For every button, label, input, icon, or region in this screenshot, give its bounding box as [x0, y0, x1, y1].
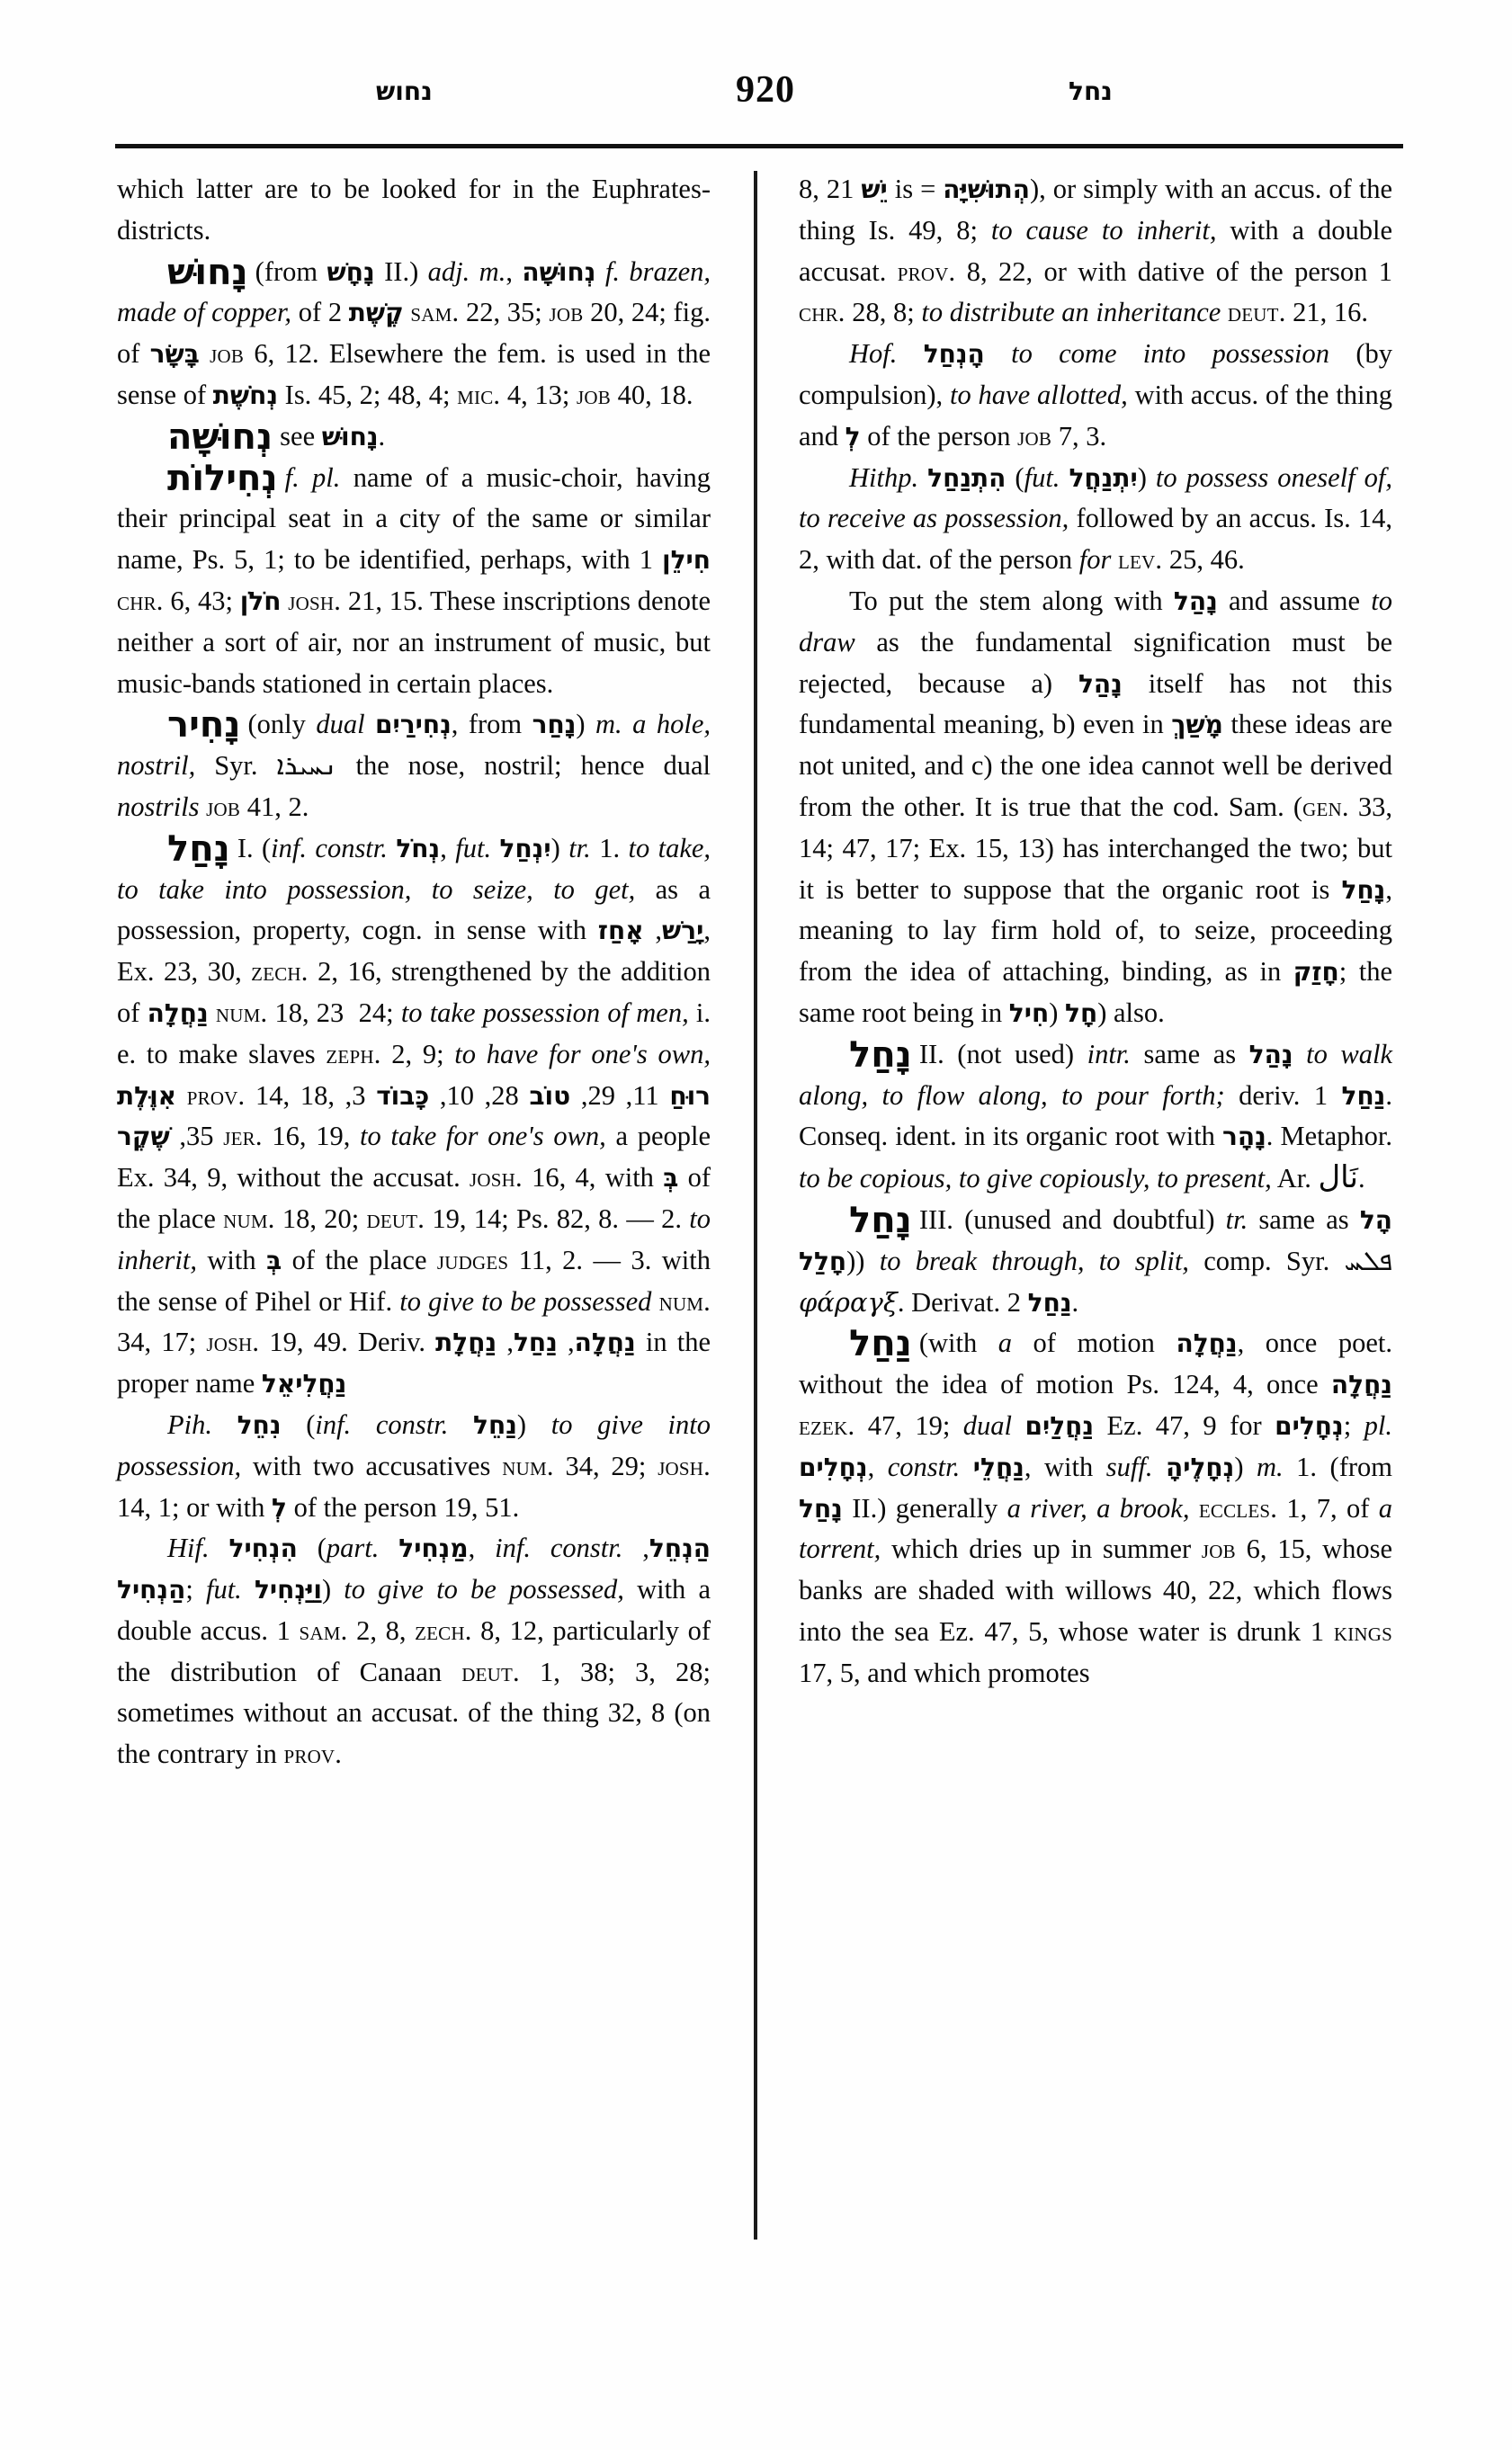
entry-nachal-1-pihel: Pih. נִחֵל (inf. constr. נַחֵל) to give into possession, with two accusatives num. 34, 29; josh. 14, 1; or with לְ of the person 19, 51.: [117, 1408, 711, 1523]
hebrew-inline: נַחֲלָה: [1330, 1370, 1392, 1400]
right-column: [799, 169, 1392, 1694]
hebrew-inline: מָשַׁךְ: [1171, 710, 1223, 740]
hebrew-inline: נְחָלִים: [1275, 1410, 1344, 1441]
hebrew-inline: נִחֵל: [237, 1409, 282, 1440]
hebrew-inline: בְּ: [663, 1163, 679, 1194]
running-head-right: נחל: [1069, 76, 1113, 106]
hebrew-inline: יֵשׁ: [861, 174, 888, 204]
hebrew-inline: הָנְחַל: [923, 339, 985, 370]
hebrew-inline: וַיַּנְחִיל: [254, 1575, 322, 1605]
hebrew-inline: לְ: [271, 1492, 287, 1523]
headword-hebrew: נָחַל: [849, 1199, 912, 1241]
hebrew-inline: נַחֲלָת: [435, 1328, 497, 1358]
hebrew-inline: הָל: [1359, 1204, 1392, 1235]
headword-hebrew: נָחוּשׁ: [167, 251, 248, 293]
hebrew-inline: נָהַל: [1248, 1039, 1293, 1069]
hebrew-inline: הִתְנַחַל: [927, 462, 1007, 493]
syriac-inline: ܦܠܚ: [1344, 1245, 1392, 1277]
hebrew-inline: נָחַר: [532, 710, 577, 740]
headword-hebrew: נָחִיר: [167, 704, 241, 747]
hebrew-inline: בָּשָׂר: [149, 339, 200, 370]
hebrew-inline: חָלַל: [799, 1246, 847, 1276]
hebrew-inline: נְחוּשָׁה: [522, 256, 596, 287]
hebrew-inline: נַחַל: [513, 1328, 558, 1358]
hebrew-inline: לְ: [845, 421, 861, 452]
hebrew-inline: חִילֵן: [661, 545, 711, 576]
headword-hebrew: נַחַל: [849, 1323, 912, 1365]
etymological-discussion: To put the stem along with נָהַל and assume to draw as the fundamental signification must be rejected, because a) נָהַל itself has not this fundamental meaning, b) even in מָשַׁךְ these ideas are not united, and c) the one idea cannot well be derived from the other. It is true that the cod. Sam. (gen. 33, 14; 47, 17; Ex. 15, 13) has interchanged the two; but it is better to suppose that the organic root is נָחַל, meaning to lay firm hold of, to seize, proceeding from the idea of attaching, binding, as in חָזַק; the same root being in חָל (חִיל ) also.: [799, 585, 1393, 1028]
entry-nechushah: נְחוּשָׁה see נָחוּשׁ.: [167, 416, 386, 458]
entry-nachush: נָחוּשׁ (from נָחָשׁ II.) adj. m., נְחוּשָׁה f. brazen, made of copper, of קֶשֶׁת 2 sam. 22, 35; job 20, 24; fig. of בָּשָׂר job 6, 12. Elsewhere the fem. is used in the sense of נְחֹשֶׁת Is. 45, 2; 48, 4; mic. 4, 13; job 40, 18.: [117, 251, 711, 410]
hebrew-inline: נָחַל: [799, 1493, 843, 1524]
syriac-inline: ܢܚܝܪܐ: [276, 750, 337, 782]
arabic-inline: نَال: [1318, 1159, 1358, 1196]
greek-inline: φάραγξ: [799, 1286, 898, 1318]
hebrew-inline: נַחֲלַיִם: [1024, 1410, 1095, 1441]
hebrew-inline: הַנְחֵל: [649, 1533, 711, 1564]
entry-nachal-2: נָחַל II. (not used) intr. same as נָהַל to walk along, to flow along, to pour forth; deriv. נַחַל 1. Conseq. ident. in its organic root with נָהָר. Metaphor. to be copious, to give copiously, to present, Ar. نَال.: [799, 1033, 1392, 1196]
hebrew-inline: חֹלֹן: [239, 586, 282, 616]
hebrew-inline: נְחִירַיִם: [375, 710, 452, 740]
hebrew-inline: נְחֹשֶׁת: [212, 380, 279, 410]
hebrew-inline: נְחֹל: [396, 833, 441, 863]
hebrew-inline: נְחָלֶיהָ: [1165, 1452, 1235, 1482]
hebrew-inline: נָהַל: [1078, 668, 1123, 699]
hebrew-inline: נַחֲלָה: [147, 997, 209, 1028]
headword-hebrew: נָחַל: [167, 827, 230, 870]
hebrew-inline: בְּ: [266, 1245, 282, 1275]
hebrew-inline: חִיל: [1008, 997, 1050, 1028]
hebrew-inline: נַחֵל: [473, 1409, 517, 1440]
hebrew-inline: נַחֲלָה: [1176, 1328, 1238, 1359]
hebrew-inline: יִנְחַל: [499, 833, 551, 863]
hebrew-inline: מַנְחִיל: [398, 1533, 469, 1564]
hebrew-inline: נַחֲלִיאֵל: [261, 1369, 347, 1399]
entry-nachir: נָחִיר (only dual נְחִירַיִם, from נָחַר) m. a hole, nostril, Syr. ܢܚܝܪܐ the nose, nostril; hence dual nostrils job 41, 2.: [117, 704, 711, 822]
entry-nachal-1-hofal: Hof. הָנְחַל to come into possession (by compulsion), to have allotted, with accus. of the thing and לְ of the person job 7, 3.: [799, 338, 1393, 452]
entry-nachal-3: נָחַל III. (unused and doubtful) tr. same as הָל (חָלַל ) to break through, to split, comp. Syr. ܦܠܚ φάραγξ. Derivat. נַחַל 2.: [799, 1199, 1392, 1318]
headword-hebrew: נְחוּשָׁה: [167, 416, 273, 458]
hebrew-inline: חָל: [1065, 997, 1098, 1028]
hebrew-inline: כָּבוֹד: [376, 1080, 430, 1111]
hebrew-inline: יִתְנַחֲל: [1069, 462, 1138, 493]
header-rule: [115, 144, 1403, 148]
headword-hebrew: נְחִילוֹת: [167, 457, 278, 499]
paragraph-continuation: which latter are to be looked for in the Euphrates-districts.: [117, 174, 711, 246]
hebrew-inline: אִוֶּלֶת: [117, 1080, 177, 1111]
running-head-left: נחוש: [376, 76, 433, 106]
hebrew-inline: טוֹב: [529, 1080, 571, 1111]
hebrew-inline: נַחֲלָה: [574, 1328, 636, 1358]
hebrew-inline: אָחַז: [597, 916, 644, 946]
hebrew-inline: נְחָלִים: [799, 1452, 868, 1482]
left-column: [117, 169, 711, 1775]
paragraph-continuation: 8, 21 יֵשׁ is = הְתוּשִׁיָּה), or simply with an accus. of the thing Is. 49, 8; to cause to inherit, with a double accusat. prov. 8, 22, or with dative of the person 1 chr. 28, 8; to distribute an inheritance deut. 21, 16.: [799, 174, 1393, 328]
page-number: 920: [736, 69, 795, 111]
hebrew-inline: הִנְחִיל: [228, 1533, 298, 1564]
entry-nachal-1-hifil: Hif. הִנְחִיל (part. מַנְחִיל, inf. constr. הַנְחֵל, הַנְחִיל; fut. וַיַּנְחִיל) to give to be possessed, with a double accus. 1 sam. 2, 8, zech. 8, 12, particularly of the distribution of Canaan deut. 1, 38; 3, 28; sometimes without an accusat. of the thing 32, 8 (on the contrary in prov.: [117, 1533, 711, 1770]
page-header: [115, 67, 1401, 144]
hebrew-inline: קֶשֶׁת: [348, 298, 404, 328]
hebrew-inline: שֶׁקֶר: [117, 1122, 170, 1152]
column-divider-rule: [754, 171, 757, 2240]
hebrew-inline: נָחוּשׁ: [321, 421, 379, 452]
hebrew-inline: חָזַק: [1293, 957, 1339, 988]
hebrew-inline: נָהַל: [1173, 586, 1218, 616]
hebrew-inline: נַחֲלֵי: [972, 1452, 1024, 1482]
hebrew-inline: נָהָר: [1222, 1122, 1266, 1152]
headword-hebrew: נָחַל: [849, 1033, 912, 1076]
entry-nechiloth: נְחִילוֹת f. pl. name of a music-choir, having their principal seat in a city of the same or similar name, Ps. 5, 1; to be identified, perhaps, with חִילֵן 1 chr. 6, 43; חֹלֹן josh. 21, 15. These inscriptions denote neither a sort of air, nor an instrument of music, but music-bands stationed in certain places.: [117, 457, 711, 699]
hebrew-inline: יָרַשׁ: [662, 916, 704, 946]
hebrew-inline: נַחַל: [1341, 1080, 1386, 1111]
hebrew-inline: נָחָשׁ: [327, 256, 375, 287]
entry-nachal-1-hithpael: Hithp. הִתְנַחַל (fut. יִתְנַחֲל) to possess oneself of, to receive as possession, followed by an accus. Is. 14, 2, with dat. of the person for lev. 25, 46.: [799, 461, 1392, 576]
hebrew-inline: הְתוּשִׁיָּה: [943, 174, 1030, 204]
hebrew-inline: הַנְחִיל: [117, 1575, 186, 1605]
hebrew-inline: נַחַל: [1027, 1287, 1072, 1318]
entry-nachal-1: נָחַל I. (inf. constr. נְחֹל, fut. יִנְחַל) tr. 1. to take, to take into possession, to seize, to get, as a possession, property, cogn. in sense with יָרַשׁ, אָחַז , Ex. 23, 30, zech. 2, 16, strengthened by the addition of נַחֲלָה num. 18, 23 24; to take possession of men, i. e. to make slaves zeph. 2, 9; to have for one's own, אִוֶּלֶת prov. 14, 18, רוּחַ 11, 29, טוֹב 28, 10, כָּבוֹד 3, 35, שֶׁקֶר jer. 16, 19, to take for one's own, a people Ex. 34, 9, without the accusat. josh. 16, 4, with בְּ of the place num. 18, 20; deut. 19, 14; Ps. 82, 8. — 2. to inherit, with בְּ of the place judges 11, 2. — 3. with the sense of Pihel or Hif. to give to be possessed num. 34, 17; josh. 19, 49. Deriv. נַחֲלָה, נַחַל, נַחֲלָת in the proper name נַחֲלִיאֵל: [117, 827, 711, 1399]
entry-nachal-noun: נַחַל (with a of motion נַחֲלָה, once poet. without the idea of motion Ps. 124, 4, once נַחֲלָה ezek. 47, 19; dual נַחֲלַיִם Ez. 47, 9 for נְחָלִים; pl. נְחָלִים, constr. נַחֲלֵי, with suff. נְחָלֶיהָ) m. 1. (from נָחַל II.) generally a river, a brook, eccles. 1, 7, of a torrent, which dries up in summer job 6, 15, whose banks are shaded with willows 40, 22, which flows into the sea Ez. 47, 5, whose water is drunk 1 kings 17, 5, and which promotes: [799, 1323, 1393, 1688]
hebrew-inline: נָחַל: [1341, 874, 1386, 905]
hebrew-inline: רוּחַ: [669, 1080, 711, 1111]
